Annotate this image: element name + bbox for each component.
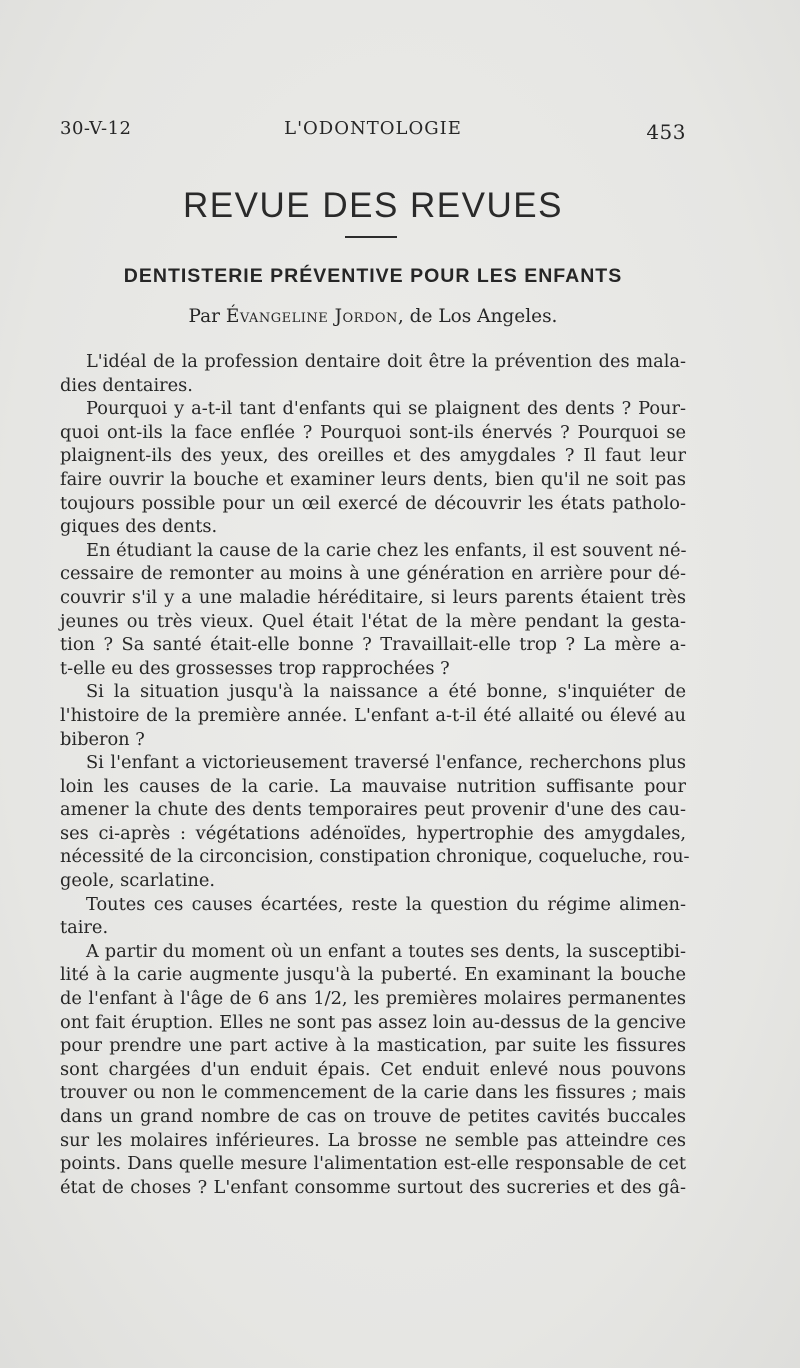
text-line: toujours possible pour un œil exercé de découvrir les états patholo- <box>60 492 686 514</box>
byline-prefix: Par <box>188 306 221 327</box>
text-line: l'histoire de la première année. L'enfant a-t-il été allaité ou élevé au <box>60 704 686 726</box>
text-line: pour prendre une part active à la mastication, par suite les fissures <box>60 1035 686 1057</box>
text-line: nécessité de la circoncision, constipation chronique, coqueluche, rou- <box>60 846 690 868</box>
text-line: sur les molaires inférieures. La brosse ne semble pas atteindre ces <box>60 1129 686 1151</box>
text-line: A partir du moment où un enfant a toutes ses dents, la susceptibi- <box>86 940 686 962</box>
text-line: cessaire de remonter au moins à une génération en arrière pour dé- <box>60 563 686 585</box>
text-line: dans un grand nombre de cas on trouve de petites cavités buccales <box>60 1106 686 1127</box>
author-name: Évangeline Jordon <box>225 306 398 327</box>
byline-suffix: , de Los Angeles. <box>397 306 558 327</box>
text-line: plaignent-ils des yeux, des oreilles et des amygdales ? Il faut leur <box>60 445 686 467</box>
text-line: ses ci-après : végétations adénoïdes, hypertrophie des amygdales, <box>60 822 686 844</box>
paragraph <box>60 680 686 751</box>
running-head <box>60 118 686 148</box>
text-line: faire ouvrir la bouche et examiner leurs dents, bien qu'il ne soit pas <box>60 468 686 490</box>
text-line: couvrir s'il y a une maladie héréditaire, si leurs parents étaient très <box>60 586 686 608</box>
text-line: sont chargées d'un enduit épais. Cet enduit enlevé nous pouvons <box>60 1058 686 1080</box>
text-line: quoi ont-ils la face enflée ? Pourquoi sont-ils énervés ? Pourquoi se <box>60 421 686 443</box>
text-line: tion ? Sa santé était-elle bonne ? Travaillait-elle trop ? La mère a- <box>60 634 686 656</box>
text-line: biberon ? <box>60 728 145 750</box>
text-line: Si l'enfant a victorieusement traversé l'enfance, recherchons plus <box>86 752 686 774</box>
text-line: loin les causes de la carie. La mauvaise nutrition suffisante pour <box>60 775 686 797</box>
text-line: taire. <box>60 917 109 939</box>
text-line: t-elle eu des grossesses trop rapprochées ? <box>60 657 450 679</box>
section-title: REVUE DES REVUES <box>183 186 563 225</box>
text-line: Pourquoi y a-t-il tant d'enfants qui se plaignent des dents ? Pour- <box>86 398 686 420</box>
text-line: de l'enfant à l'âge de 6 ans 1/2, les premières molaires permanentes <box>60 988 686 1010</box>
text-line: Toutes ces causes écartées, reste la question du régime alimen- <box>86 893 686 915</box>
title-divider <box>345 236 397 238</box>
article-title: DENTISTERIE PRÉVENTIVE POUR LES ENFANTS <box>123 265 623 287</box>
header-date: 30-V-12 <box>60 118 132 139</box>
page-number: 453 <box>646 120 686 144</box>
text-line: amener la chute des dents temporaires peut provenir d'une des cau- <box>60 799 686 821</box>
paragraph <box>60 940 686 1200</box>
text-line: Si la situation jusqu'à la naissance a été bonne, s'inquiéter de <box>86 681 686 703</box>
byline <box>60 306 686 327</box>
header-journal: L'ODONTOLOGIE <box>284 118 462 139</box>
text-line: état de choses ? L'enfant consomme surtout des sucreries et des gâ- <box>60 1176 686 1198</box>
paragraph <box>60 539 686 681</box>
text-line: points. Dans quelle mesure l'alimentation est-elle responsable de cet <box>60 1153 686 1175</box>
paragraph <box>60 751 690 893</box>
paragraph <box>60 350 686 397</box>
article-body <box>60 350 690 1199</box>
text-line: jeunes ou très vieux. Quel était l'état de la mère pendant la gesta- <box>60 610 686 632</box>
text-line: ont fait éruption. Elles ne sont pas assez loin au-dessus de la gencive <box>60 1011 686 1033</box>
text-line: giques des dents. <box>60 516 218 538</box>
text-line: L'idéal de la profession dentaire doit être la prévention des mala- <box>86 351 686 372</box>
text-line: En étudiant la cause de la carie chez les enfants, il est souvent né- <box>86 539 687 561</box>
text-line: dies dentaires. <box>60 374 193 396</box>
text-line: lité à la carie augmente jusqu'à la puberté. En examinant la bouche <box>60 964 686 986</box>
text-line: trouver ou non le commencement de la carie dans les fissures ; mais <box>60 1082 686 1104</box>
paragraph <box>60 893 686 940</box>
text-line: geole, scarlatine. <box>60 870 216 892</box>
paragraph <box>60 397 686 539</box>
